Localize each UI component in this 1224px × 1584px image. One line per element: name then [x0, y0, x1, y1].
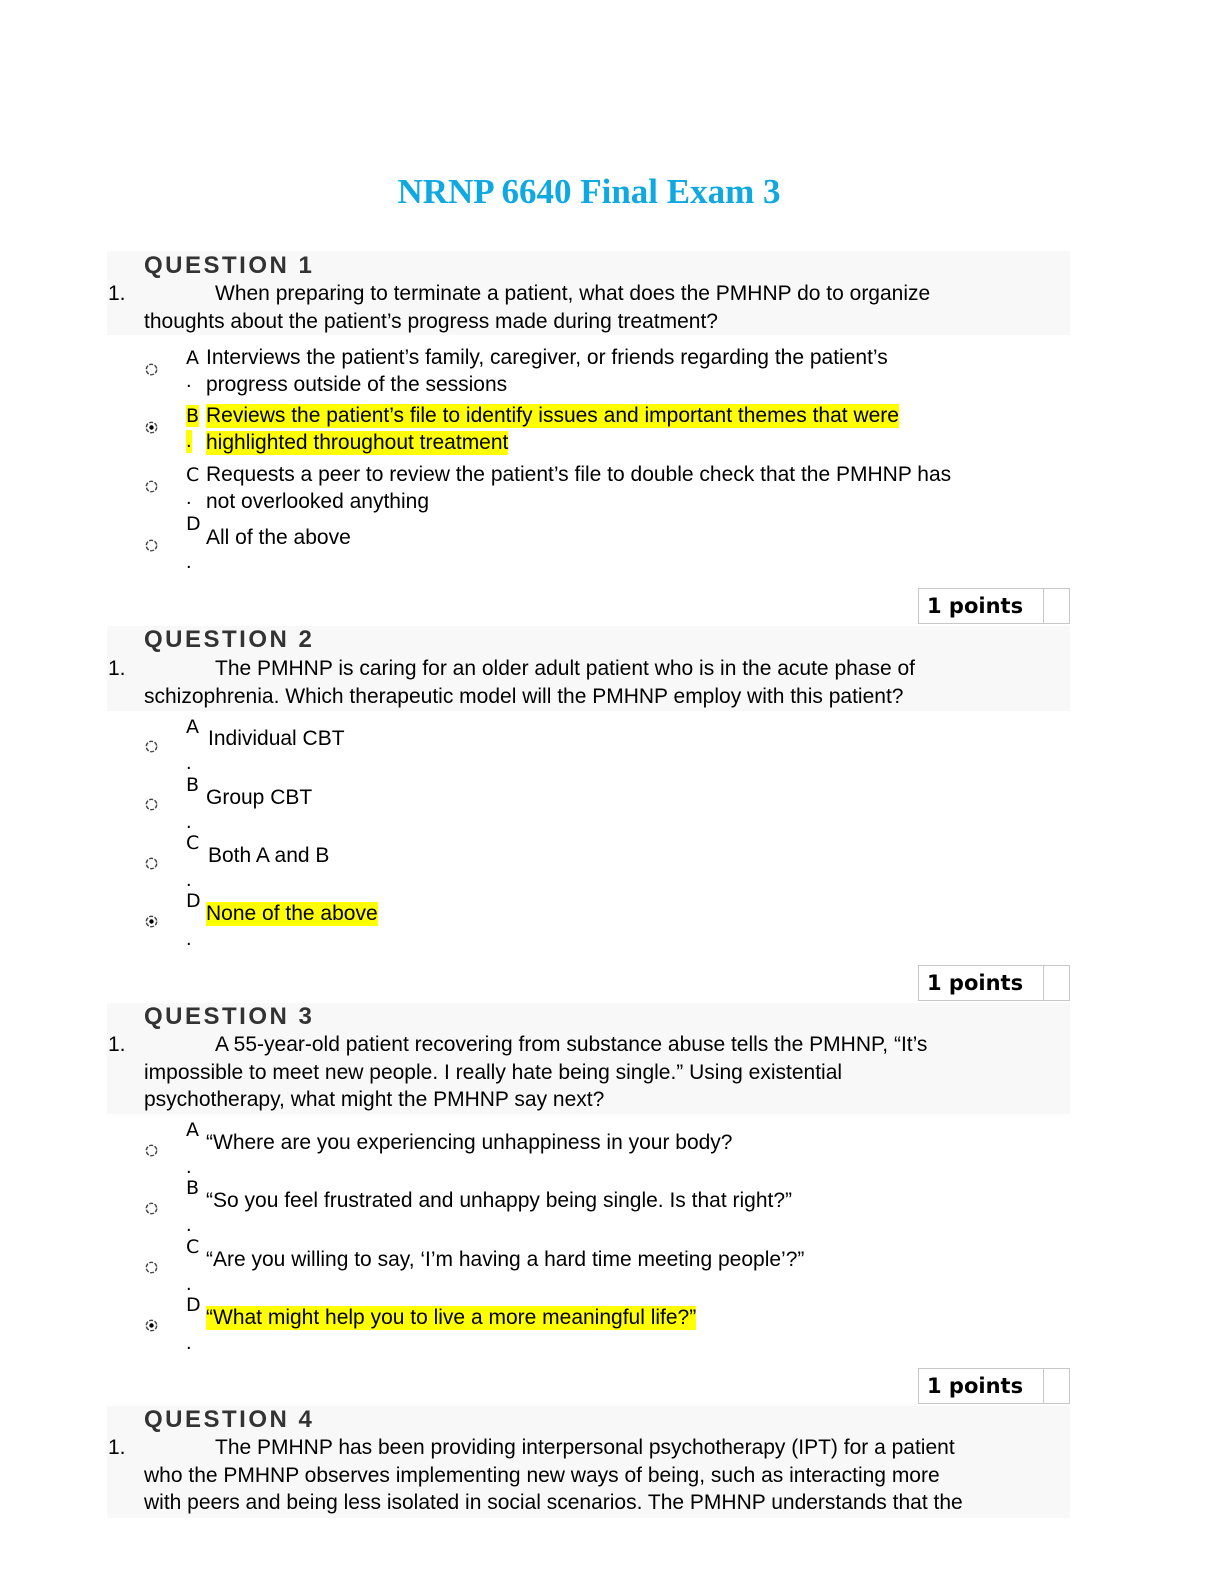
question-3-heading: QUESTION 3 [144, 1003, 315, 1030]
question-3-number: 1. [108, 1033, 126, 1056]
radio-button-selected[interactable] [145, 421, 158, 434]
points-label: 1 points [919, 966, 1044, 1000]
option-letter-dot: . [186, 370, 192, 392]
question-4-text: who the PMHNP observes implementing new ways of being, such as interacting more [144, 1464, 940, 1487]
option-text: Individual CBT [208, 727, 345, 750]
question-1-text: thoughts about the patient’s progress made during treatment? [144, 310, 718, 333]
question-4-text: The PMHNP has been providing interpersonal psychotherapy (IPT) for a patient [215, 1436, 955, 1459]
option-letter-dot: . [186, 1214, 192, 1236]
option-letter: C [186, 1236, 200, 1258]
option-letter-dot: . [186, 1156, 192, 1178]
option-text: “Where are you experiencing unhappiness in your body? [206, 1131, 733, 1154]
question-1-number: 1. [108, 282, 126, 305]
option-text-highlighted: Reviews the patient’s file to identify issues and important themes that were [206, 404, 899, 427]
points-label: 1 points [919, 589, 1044, 623]
option-text-highlighted: highlighted throughout treatment [206, 431, 509, 454]
option-text: Interviews the patient’s family, caregiver, or friends regarding the patient’s [206, 346, 888, 369]
option-text: Requests a peer to review the patient’s file to double check that the PMHNP has [206, 463, 952, 486]
option-letter-dot: . [186, 1273, 192, 1295]
option-letter: D [186, 1294, 201, 1316]
option-letter: B [186, 1177, 200, 1199]
option-letter: D [186, 513, 201, 535]
question-4-number: 1. [108, 1436, 126, 1459]
option-text: Group CBT [206, 786, 313, 809]
option-letter-dot: . [186, 928, 192, 950]
radio-button[interactable] [145, 857, 158, 870]
radio-button[interactable] [145, 798, 158, 811]
page-title: NRNP 6640 Final Exam 3 [397, 172, 781, 211]
radio-button[interactable] [145, 363, 158, 376]
option-text-highlighted: None of the above [206, 902, 378, 925]
question-1-heading: QUESTION 1 [144, 252, 315, 279]
points-box [918, 965, 1070, 1001]
radio-button[interactable] [145, 740, 158, 753]
option-text: not overlooked anything [206, 490, 429, 513]
points-box [918, 1368, 1070, 1404]
option-letter: B [186, 774, 200, 796]
radio-button[interactable] [145, 1261, 158, 1274]
question-4-heading: QUESTION 4 [144, 1406, 315, 1433]
option-letter: B [186, 405, 200, 427]
question-2-heading: QUESTION 2 [144, 626, 315, 653]
radio-button[interactable] [145, 1202, 158, 1215]
option-letter: A [186, 1119, 199, 1141]
question-4-text: with peers and being less isolated in social scenarios. The PMHNP understands that the [144, 1491, 963, 1514]
option-text: “Are you willing to say, ‘I’m having a hard time meeting people’?” [206, 1248, 805, 1271]
option-letter: D [186, 890, 201, 912]
option-letter-dot: . [186, 430, 192, 452]
option-letter: C [186, 464, 200, 486]
option-letter-dot: . [186, 811, 192, 833]
option-letter-dot: . [186, 869, 192, 891]
question-3-text: impossible to meet new people. I really hate being single.” Using existential [144, 1061, 843, 1084]
option-letter-dot: . [186, 487, 192, 509]
question-1-text: When preparing to terminate a patient, what does the PMHNP do to organize [215, 282, 931, 305]
option-letter-dot: . [186, 551, 192, 573]
option-letter: A [186, 347, 199, 369]
option-text: All of the above [206, 526, 351, 549]
option-letter: C [186, 832, 200, 854]
radio-button-selected[interactable] [145, 1319, 158, 1332]
question-3-text: A 55-year-old patient recovering from substance abuse tells the PMHNP, “It’s [215, 1033, 928, 1056]
question-2-text: The PMHNP is caring for an older adult patient who is in the acute phase of [215, 657, 916, 680]
question-3-text: psychotherapy, what might the PMHNP say next? [144, 1088, 605, 1111]
option-letter-dot: . [186, 752, 192, 774]
option-letter: A [186, 716, 199, 738]
question-2-text: schizophrenia. Which therapeutic model will the PMHNP employ with this patient? [144, 685, 904, 708]
points-box [918, 588, 1070, 624]
radio-button[interactable] [145, 1144, 158, 1157]
radio-button-selected[interactable] [145, 915, 158, 928]
option-letter-dot: . [186, 1332, 192, 1354]
radio-button[interactable] [145, 539, 158, 552]
radio-button[interactable] [145, 480, 158, 493]
option-text: Both A and B [208, 844, 330, 867]
question-2-number: 1. [108, 657, 126, 680]
option-text: progress outside of the sessions [206, 373, 508, 396]
option-text: “So you feel frustrated and unhappy being single. Is that right?” [206, 1189, 793, 1212]
points-label: 1 points [919, 1369, 1044, 1403]
option-text-highlighted: “What might help you to live a more meaningful life?” [206, 1306, 697, 1329]
